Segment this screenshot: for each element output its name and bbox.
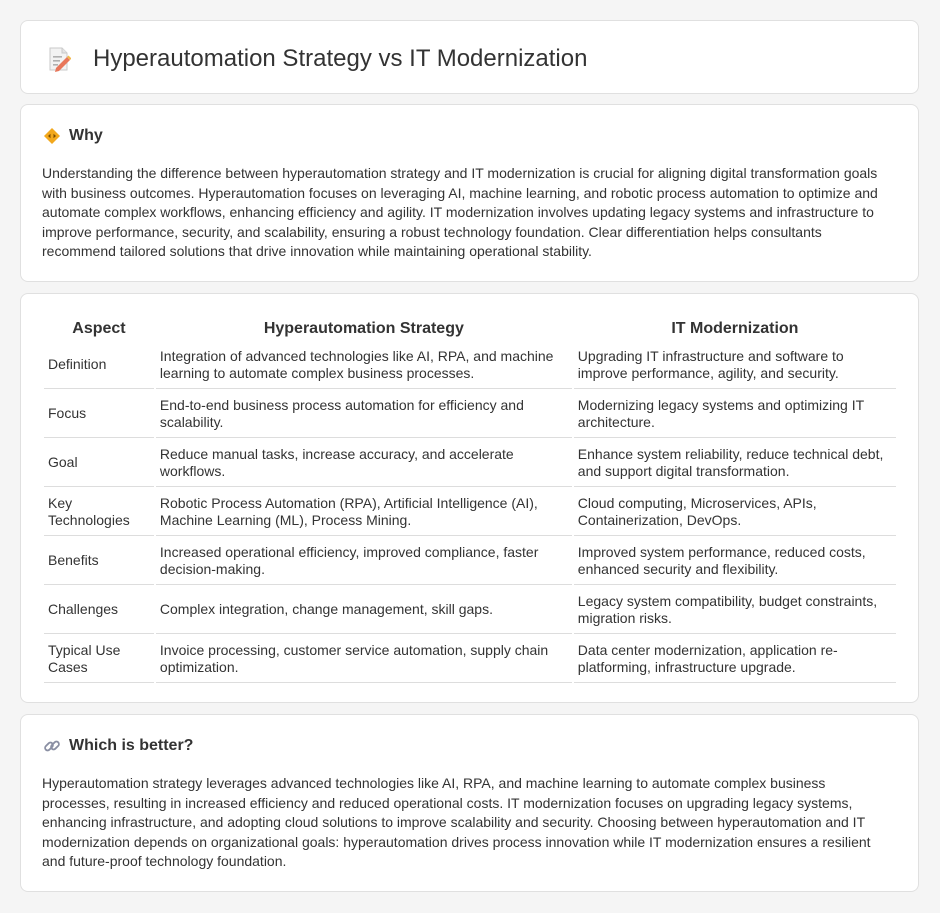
page-title: Hyperautomation Strategy vs IT Modernization [93,45,588,72]
comparison-section [20,293,919,703]
why-title: Why [69,127,103,144]
which-better-section [20,714,919,892]
why-heading [43,127,103,145]
it-modernization-cell: Upgrading IT infrastructure and software to improve performance, agility, and security. [574,342,896,389]
header-hyperautomation: Hyperautomation Strategy [263,320,464,337]
which-better-title: Which is better? [69,737,194,754]
it-modernization-cell: Legacy system compatibility, budget constraints, migration risks. [574,587,896,634]
title-card [20,20,919,94]
hyperautomation-cell: Robotic Process Automation (RPA), Artificial Intelligence (AI), Machine Learning (ML), Process Mining. [156,489,572,536]
it-modernization-cell: Cloud computing, Microservices, APIs, Containerization, DevOps. [574,489,896,536]
aspect-cell: Definition [44,342,154,389]
hyperautomation-cell: Complex integration, change management, skill gaps. [156,587,572,634]
it-modernization-cell: Data center modernization, application re-platforming, infrastructure upgrade. [574,636,896,683]
it-modernization-cell: Modernizing legacy systems and optimizing IT architecture. [574,391,896,438]
it-modernization-cell: Enhance system reliability, reduce technical debt, and support digital transformation. [574,440,896,487]
which-better-heading [43,737,193,755]
aspect-cell: Benefits [44,538,154,585]
table-row [44,489,896,536]
aspect-cell: Focus [44,391,154,438]
aspect-cell: Challenges [44,587,154,634]
header-it-modernization: IT Modernization [671,320,799,337]
table-row [44,391,896,438]
table-header-row [44,318,896,340]
aspect-cell: Key Technologies [44,489,154,536]
it-modernization-cell: Improved system performance, reduced costs, enhanced security and flexibility. [574,538,896,585]
why-body: Understanding the difference between hyperautomation strategy and IT modernization is crucial for aligning digital transformation goals with business outcomes. Hyperautomation focuses on leveraging AI, machine learning, and robotic process automation to optimize and automate complex workflows, enhancing efficiency and agility. IT modernization involves updating legacy systems and infrastructure to improve performance, security, and scalability, ensuring a robust technology foundation. Clear differentiation helps consultants recommend tailored solutions that drive innovation while maintaining operational stability. [42,165,878,260]
which-better-body: Hyperautomation strategy leverages advanced technologies like AI, RPA, and machine learning to automate complex business processes, resulting in increased efficiency and reduced operational costs. IT modernization focuses on upgrading legacy systems, enhancing infrastructure, and adopting cloud solutions to improve scalability and security. Choosing between hyperautomation and IT modernization depends on organizational goals: hyperautomation drives process innovation while IT modernization ensures a resilient and future-proof technology foundation. [42,775,871,870]
title-row [47,45,587,73]
why-section [20,104,919,282]
table-row [44,440,896,487]
hyperautomation-cell: Reduce manual tasks, increase accuracy, and accelerate workflows. [156,440,572,487]
comparison-table [42,316,898,685]
aspect-cell: Goal [44,440,154,487]
header-aspect: Aspect [72,320,126,337]
table-row [44,587,896,634]
hyperautomation-cell: Integration of advanced technologies like AI, RPA, and machine learning to automate complex business processes. [156,342,572,389]
table-row [44,538,896,585]
table-row [44,342,896,389]
hyperautomation-cell: Invoice processing, customer service automation, supply chain optimization. [156,636,572,683]
link-icon [43,737,61,755]
document-pencil-icon [47,46,71,72]
aspect-cell: Typical Use Cases [44,636,154,683]
table-row [44,636,896,683]
hyperautomation-cell: Increased operational efficiency, improved compliance, faster decision-making. [156,538,572,585]
diamond-arrows-icon [43,127,61,145]
hyperautomation-cell: End-to-end business process automation for efficiency and scalability. [156,391,572,438]
